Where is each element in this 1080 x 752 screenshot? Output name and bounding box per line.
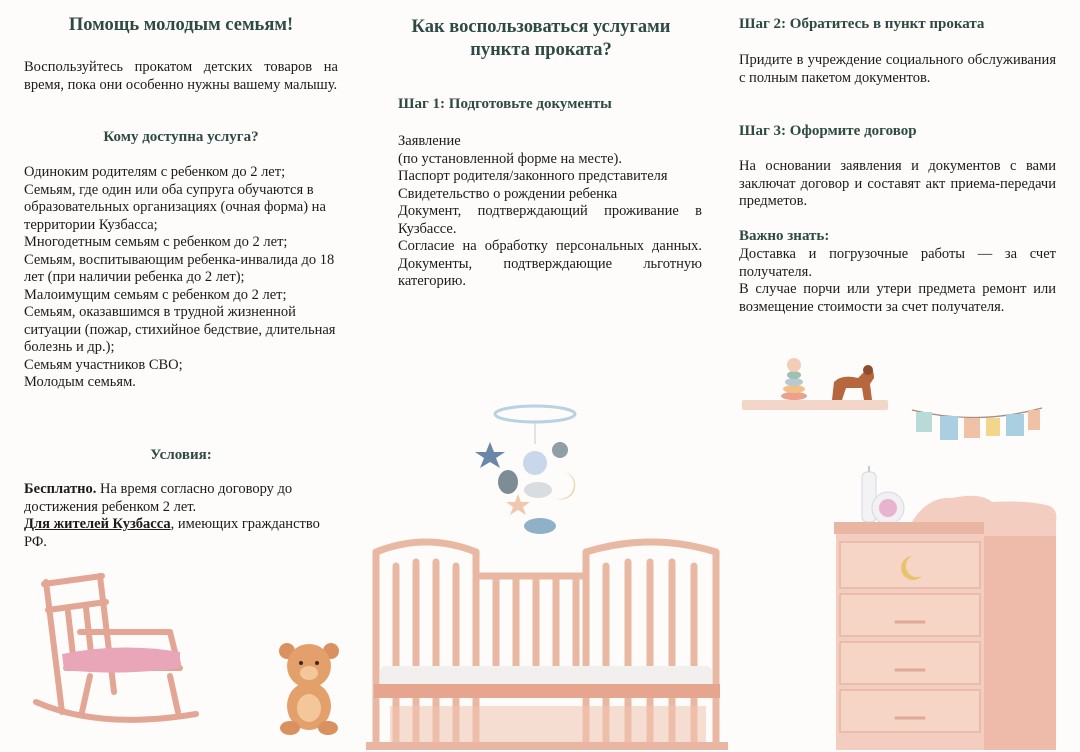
important-list [739,246,1056,316]
step1-list [398,133,702,291]
step1-title: Шаг 1: Подготовьте документы [398,96,612,112]
conditions-title: Условия: [150,447,212,463]
who-item: Семьям, оказавшимся в трудной жизненной ситуации (пожар, стихийное бедствие, длительная болезнь и др.); [24,304,336,355]
who-list [24,164,338,392]
step3-text: На основании заявления и документов с вами заключат договор и составят акт приема-передачи предметов. [739,158,1056,209]
crib-icon [366,536,728,750]
condition-free-text: На время согласно договору до достижения ребенком 2 лет. [24,481,293,515]
doc-item: Паспорт родителя/законного представителя [398,168,668,184]
bunting-icon [910,402,1044,448]
who-item: Одиноким родителям с ребенком до 2 лет; [24,164,286,180]
doc-item: (по установленной форме на месте). [398,150,622,167]
middle-title: Как воспользоваться услугами пункта проката? [411,17,671,60]
step2-title: Шаг 2: Обратитесь в пункт проката [739,16,985,32]
who-item: Молодым семьям. [24,374,136,390]
who-item: Семьям участников СВО; [24,356,183,373]
who-title: Кому доступна услуга? [103,129,259,145]
doc-item: Документ, подтверждающий проживание в Кузбассе. [398,203,702,237]
condition-residents-label: Для жителей Кузбасса [24,516,171,532]
condition-free-label: Бесплатно. [24,481,97,497]
who-item: Малоимущим семьям с ребенком до 2 лет; [24,286,287,303]
condition-residents-text: , имеющих гражданство РФ. [24,516,320,550]
mobile-icon [470,400,600,540]
step2-text: Придите в учреждение социального обслуживания с полным пакетом документов. [739,52,1056,86]
dresser-icon [834,492,1058,750]
important-item: В случае порчи или утери предмета ремонт или возмещение стоимости за счет получателя. [739,281,1056,315]
doc-item: Свидетельство о рождении ребенка [398,185,618,202]
who-item: Многодетным семьям с ребенком до 2 лет; [24,234,288,250]
toy-shelf-icon [742,356,888,412]
doc-item: Согласие на обработку персональных данных. Документы, подтверждающие льготную категорию. [398,238,702,289]
left-title: Помощь молодым семьям! [68,15,294,35]
step3-title: Шаг 3: Оформите договор [739,123,917,139]
who-item: Семьям, где один или оба супруга обучаются в образовательных организациях (очная форма) на территории Кузбасса; [24,181,326,233]
teddy-bear-icon [278,642,340,736]
who-item: Семьям, воспитывающим ребенка-инвалида до 18 лет (при наличии ребенка до 2 лет); [24,251,335,285]
intro-text: Воспользуйтесь прокатом детских товаров на время, пока они особенно нужны вашему малышу. [24,59,338,93]
doc-item: Заявление [398,133,461,149]
conditions-text [24,481,338,551]
important-item: Доставка и погрузочные работы — за счет получателя. [739,246,1056,280]
important-title: Важно знать: [739,228,830,244]
rocking-chair-icon [30,572,200,737]
